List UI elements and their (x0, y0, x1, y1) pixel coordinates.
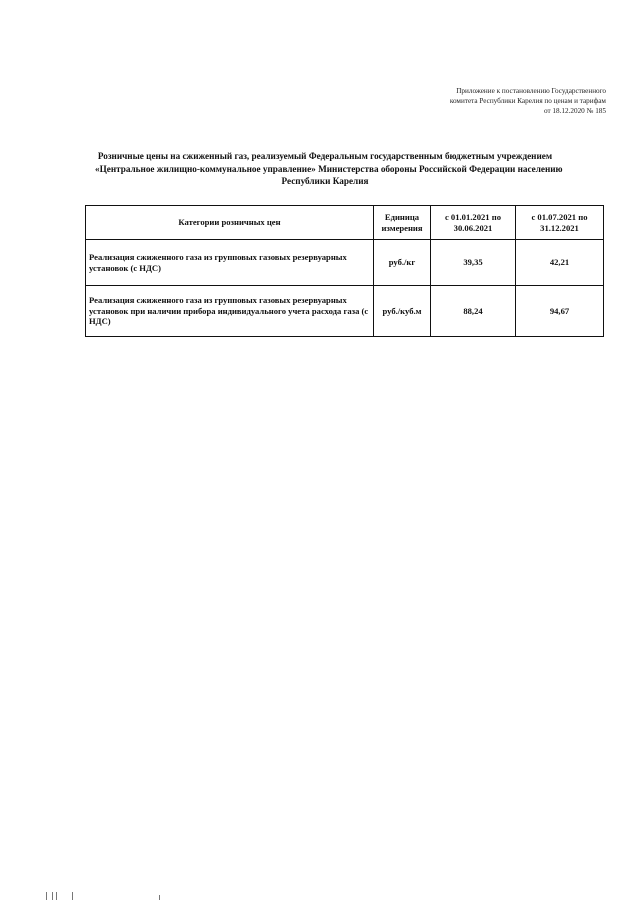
header-period-2-line-2: 31.12.2021 (540, 222, 579, 233)
title-line-1: Розничные цены на сжиженный газ, реализуемый Федеральным государственным бюджетным учреждением (97, 151, 553, 161)
header-period-2 (516, 206, 604, 240)
header-unit (374, 206, 431, 240)
row-price-period-2: 94,67 (516, 286, 604, 337)
table-row (86, 286, 604, 337)
header-unit-line-1: Единица (384, 212, 420, 222)
row-price-period-1: 39,35 (431, 240, 516, 286)
title-line-3: Республики Карелия (281, 176, 369, 186)
header-period-1-line-1: с 01.01.2021 по (444, 212, 502, 222)
scan-artifact-marks (46, 892, 386, 900)
title-line-2: «Центральное жилищно-коммунальное управление» Министерства обороны Российской Федерации населению (95, 163, 563, 174)
row-category: Реализация сжиженного газа из групповых газовых резервуарных установок при наличии прибора индивидуального учета расхода газа (с НДС) (86, 286, 374, 337)
row-category: Реализация сжиженного газа из групповых газовых резервуарных установок (с НДС) (86, 240, 374, 286)
appendix-line-3: от 18.12.2020 № 185 (543, 107, 606, 115)
header-period-1-line-2: 30.06.2021 (453, 222, 493, 233)
document-title (95, 150, 563, 188)
row-unit: руб./кг (374, 240, 431, 286)
header-period-2-line-1: с 01.07.2021 по (531, 212, 588, 222)
table-row (86, 240, 604, 286)
header-period-1 (431, 206, 516, 240)
appendix-note (346, 86, 606, 116)
appendix-line-2: комитета Республики Карелия по ценам и тарифам (449, 97, 606, 105)
table-header-row (86, 206, 604, 240)
price-table (85, 205, 604, 337)
row-price-period-2: 42,21 (516, 240, 604, 286)
header-category: Категории розничных цен (86, 206, 374, 240)
header-unit-line-2: измерения (381, 222, 423, 233)
row-unit: руб./куб.м (374, 286, 431, 337)
row-price-period-1: 88,24 (431, 286, 516, 337)
appendix-line-1: Приложение к постановлению Государственного (456, 87, 606, 95)
